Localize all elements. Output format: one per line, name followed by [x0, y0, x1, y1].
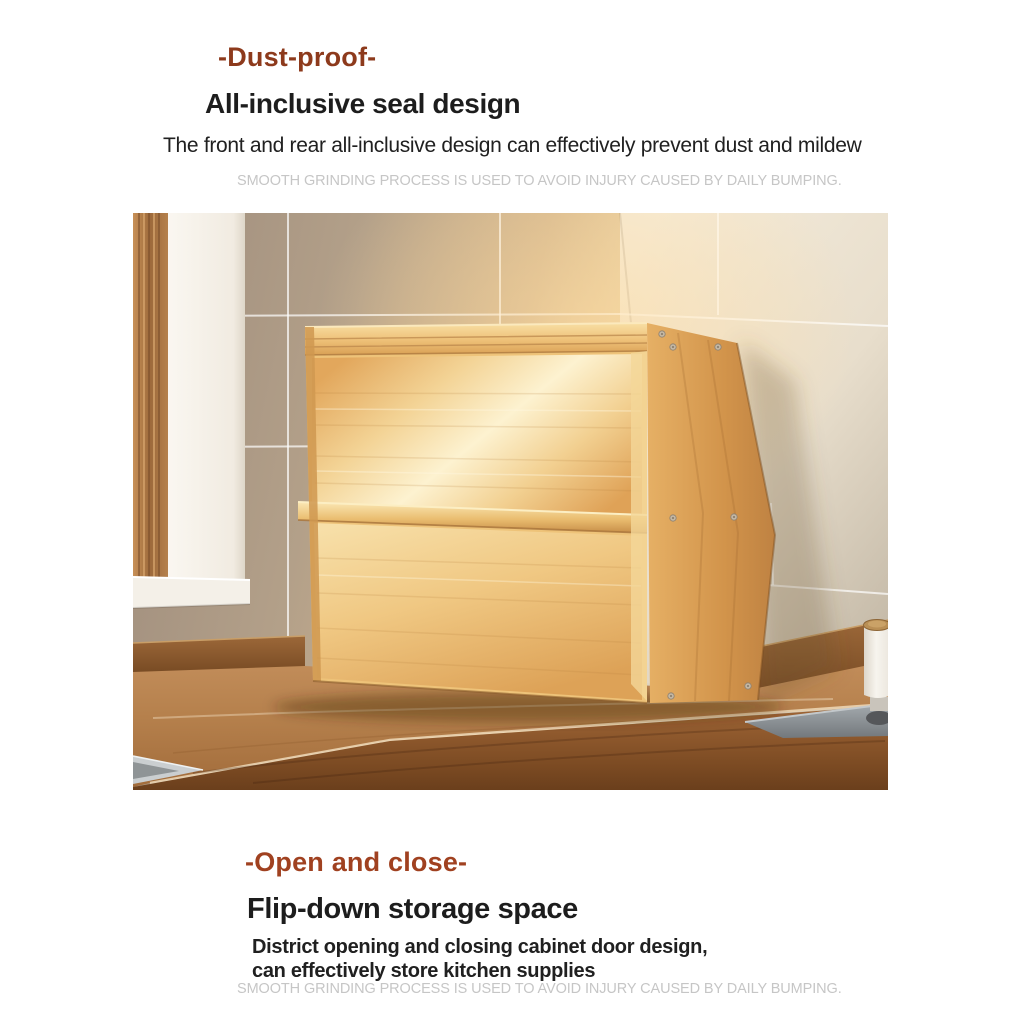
bottom-description-line1: District opening and closing cabinet door design, — [252, 936, 708, 958]
bottom-description-line2: can effectively store kitchen supplies — [252, 960, 596, 982]
bottom-tagline: -Open and close- — [245, 847, 468, 877]
bottom-heading: Flip-down storage space — [247, 893, 578, 925]
cabinet-lower-door — [314, 523, 642, 700]
white-tile-column — [168, 213, 245, 582]
bottom-caption: SMOOTH GRINDING PROCESS IS USED TO AVOID INJURY CAUSED BY DAILY BUMPING. — [237, 981, 842, 997]
top-tagline: -Dust-proof- — [218, 42, 377, 72]
product-photo — [133, 213, 888, 790]
window-frame — [133, 213, 168, 581]
kitchen-scene — [133, 213, 888, 790]
top-description: The front and rear all-inclusive design can effectively prevent dust and mildew — [163, 134, 862, 157]
window-sill — [133, 577, 250, 608]
top-caption: SMOOTH GRINDING PROCESS IS USED TO AVOID INJURY CAUSED BY DAILY BUMPING. — [237, 173, 842, 189]
cabinet-right-stile — [631, 351, 647, 701]
top-heading: All-inclusive seal design — [205, 88, 521, 119]
flip-door-cabinet — [298, 323, 775, 703]
